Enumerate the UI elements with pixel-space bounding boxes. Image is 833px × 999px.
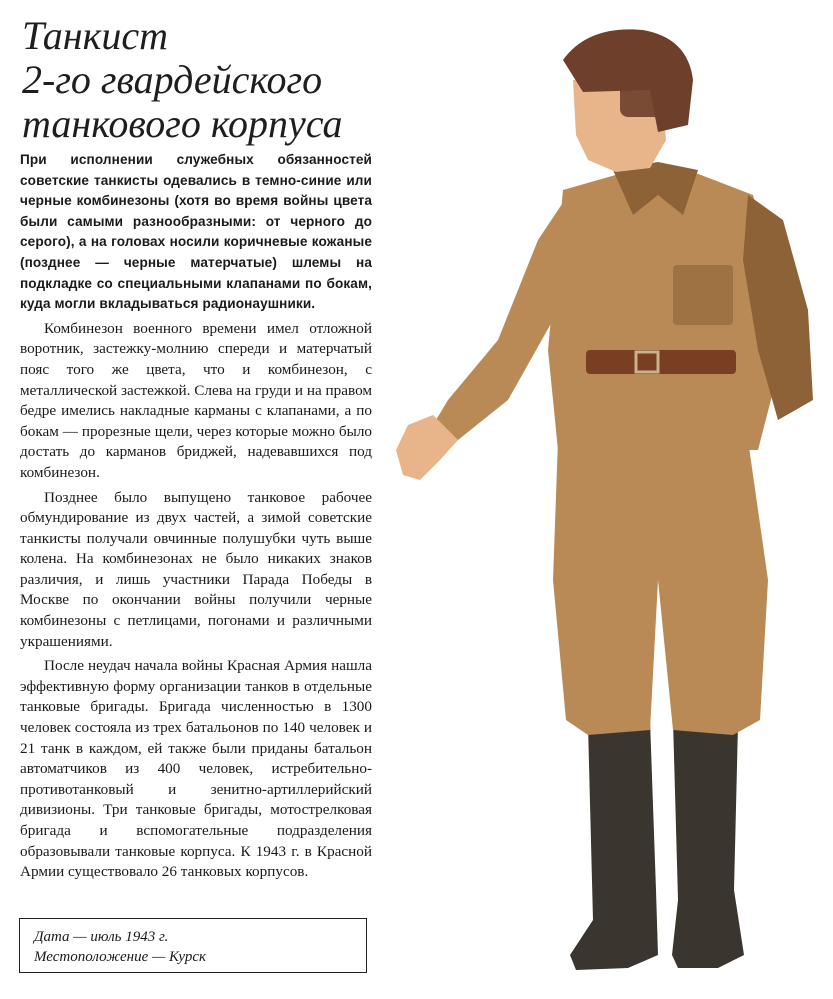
date-line: Дата — июль 1943 г.	[34, 929, 169, 945]
info-box	[19, 918, 367, 973]
tanker-figure-svg	[388, 20, 828, 980]
paragraph-2: Комбинезон военного времени имел отложной воротник, застежку-молнию спереди и матерчатый пояс того же цвета, что и комбинезон, с металлической застежкой. Слева на груди и на правом бедре имелись накладные карманы с клапанами, а по бокам — прорезные щели, через которые можно было достать до карманов бриджей, надевавшихся под комбинезон.	[20, 319, 372, 481]
coverall-torso	[548, 170, 776, 450]
chest-pocket	[673, 265, 733, 325]
paragraph-4: После неудач начала войны Красная Армия нашла эффективную форму организации танков в отдельные танковые бригады. Бригада численностью в 1300 человек состояла из трех батальонов по 140 человек и 21 танк в каждом, ей также были приданы батальон автоматчиков из 400 человек, истребительно-противотанковый и зенитно-артиллерийский дивизионы. Три танковые бригады, мотострелковая бригада и вспомогательные подразделения образовывали танковые корпуса. К 1943 г. в Красной Армии существовало 26 танковых корпусов.	[20, 657, 372, 881]
coverall-legs	[553, 440, 768, 735]
title-line-3: танкового корпуса	[22, 101, 343, 146]
belt	[586, 350, 736, 374]
page-title	[22, 14, 382, 146]
article-body	[20, 150, 372, 887]
helmet-ear-flap	[620, 75, 682, 117]
left-boot	[570, 720, 658, 970]
paragraph-lead: При исполнении служебных обязанностей советские танкисты одевались в темно-синие или черные комбинезоны (хотя во время войны цвета были самыми разнообразными: от черного до серого), а на головах носили коричневые кожаные (позднее — черные матерчатые) шлемы на подкладке со специальными клапанами по бокам, куда могли вкладываться радионаушники.	[20, 152, 372, 312]
tanker-illustration	[388, 20, 828, 980]
paragraph-3: Позднее было выпущено танковое рабочее обмундирование из двух частей, а зимой советские танкисты получали овчинные полушубки чуть выше колена. На комбинезонах не было никаких знаков различия, и лишь участники Парада Победы в Москве по окончании войны получили черные комбинезоны с петлицами, погонами и различными украшениями.	[20, 488, 372, 650]
title-line-1: Танкист	[22, 13, 168, 58]
title-line-2: 2-го гвардейского	[22, 57, 323, 102]
location-line: Местоположение — Курск	[34, 949, 207, 965]
right-boot	[672, 720, 744, 968]
